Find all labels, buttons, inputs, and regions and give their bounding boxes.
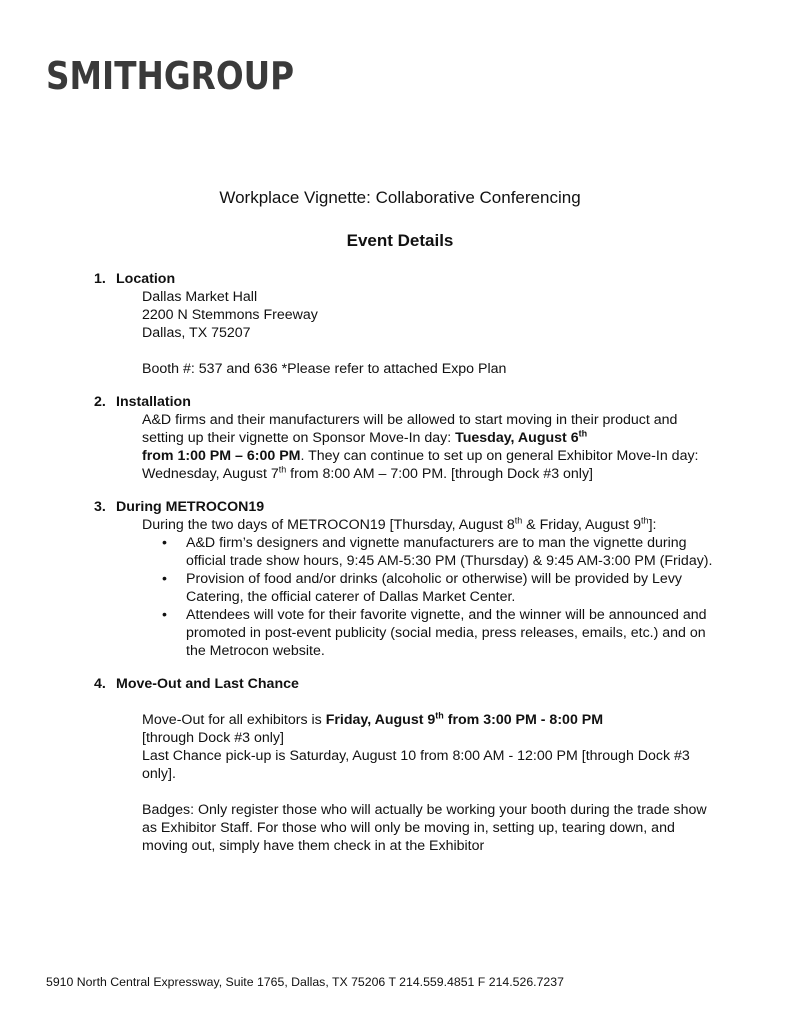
section-title: Installation [116, 394, 191, 410]
list-item: • Attendees will vote for their favorite vignette, and the winner will be announced and promoted in post-event publicity (social media, press releases, emails, etc.) and on the Metrocon website. [142, 606, 714, 660]
section-heading [94, 393, 714, 411]
section-body [94, 693, 714, 855]
during-intro: During the two days of METROCON19 [Thursday, August 8th & Friday, August 9th]: [142, 515, 657, 533]
section-installation [94, 393, 714, 483]
company-logo: SMITHGROUP [46, 54, 295, 98]
section-body [94, 516, 714, 660]
venue-street: 2200 N Stemmons Freeway [142, 307, 318, 323]
section-location [94, 270, 714, 378]
move-out-dock: [through Dock #3 only] [142, 730, 284, 746]
text-run: . They can continue to set up on general Exhibitor Move-In day: Wednesday, August 7 [142, 448, 699, 482]
section-heading [94, 498, 714, 516]
section-move-out [94, 675, 714, 855]
document-subtitle: Event Details [346, 231, 454, 250]
move-out-date: Friday, August 9th from 3:00 PM - 8:00 PM [325, 710, 604, 728]
section-number: 2. [94, 394, 106, 410]
venue-name: Dallas Market Hall [142, 289, 258, 305]
text-run: A&D firms and their manufacturers will be allowed to start moving in their product and setting up their vignette on Sponsor Move-In day: [142, 412, 678, 446]
sponsor-move-in-date: Tuesday, August 6th from 1:00 PM – 6:00 PM [142, 428, 588, 464]
document-body [94, 270, 714, 870]
section-number: 4. [94, 676, 106, 692]
section-body [94, 288, 714, 378]
installation-paragraph: A&D firms and their manufacturers will be allowed to start moving in their product and setting up their vignette on Sponsor Move-In day: Tuesday, August 6th from 1:00 PM – 6:00 PM. They can continue to set up on general Exhibitor Move-In day: Wednesday, August 7th from 8:00 AM – 7:00 PM. [through Dock #3 only] [142, 412, 699, 482]
venue-city: Dallas, TX 75207 [142, 325, 251, 341]
section-title: Location [116, 271, 176, 287]
list-item: • Provision of food and/or drinks (alcoholic or otherwise) will be provided by Levy Catering, the official caterer of Dallas Market Center. [142, 570, 714, 606]
footer-address: 5910 North Central Expressway, Suite 1765, Dallas, TX 75206 T 214.559.4851 F 214.526.7237 [46, 975, 564, 989]
document-title: Workplace Vignette: Collaborative Conferencing [219, 188, 581, 207]
section-heading [94, 675, 714, 693]
section-title: During METROCON19 [116, 499, 265, 515]
last-chance-line: Last Chance pick-up is Saturday, August 10 from 8:00 AM - 12:00 PM [through Dock #3 only]. [142, 748, 690, 782]
badges-paragraph: Badges: Only register those who will actually be working your booth during the trade show as Exhibitor Staff. For those who will only be moving in, setting up, tearing down, and moving out, simply have them check in at the Exhibitor [142, 802, 707, 854]
text-run: from 8:00 AM – 7:00 PM. [through Dock #3 only] [286, 466, 593, 482]
list-item: • A&D firm’s designers and vignette manufacturers are to man the vignette during official trade show hours, 9:45 AM-5:30 PM (Thursday) & 9:45 AM-3:00 PM (Friday). [142, 534, 714, 570]
section-title: Move-Out and Last Chance [116, 676, 299, 692]
section-during [94, 498, 714, 660]
section-heading [94, 270, 714, 288]
booth-info: Booth #: 537 and 636 *Please refer to attached Expo Plan [142, 361, 507, 377]
section-number: 3. [94, 499, 106, 515]
move-out-line: Move-Out for all exhibitors is Friday, August 9th from 3:00 PM - 8:00 PM [142, 710, 604, 728]
during-list [142, 534, 714, 660]
section-number: 1. [94, 271, 106, 287]
